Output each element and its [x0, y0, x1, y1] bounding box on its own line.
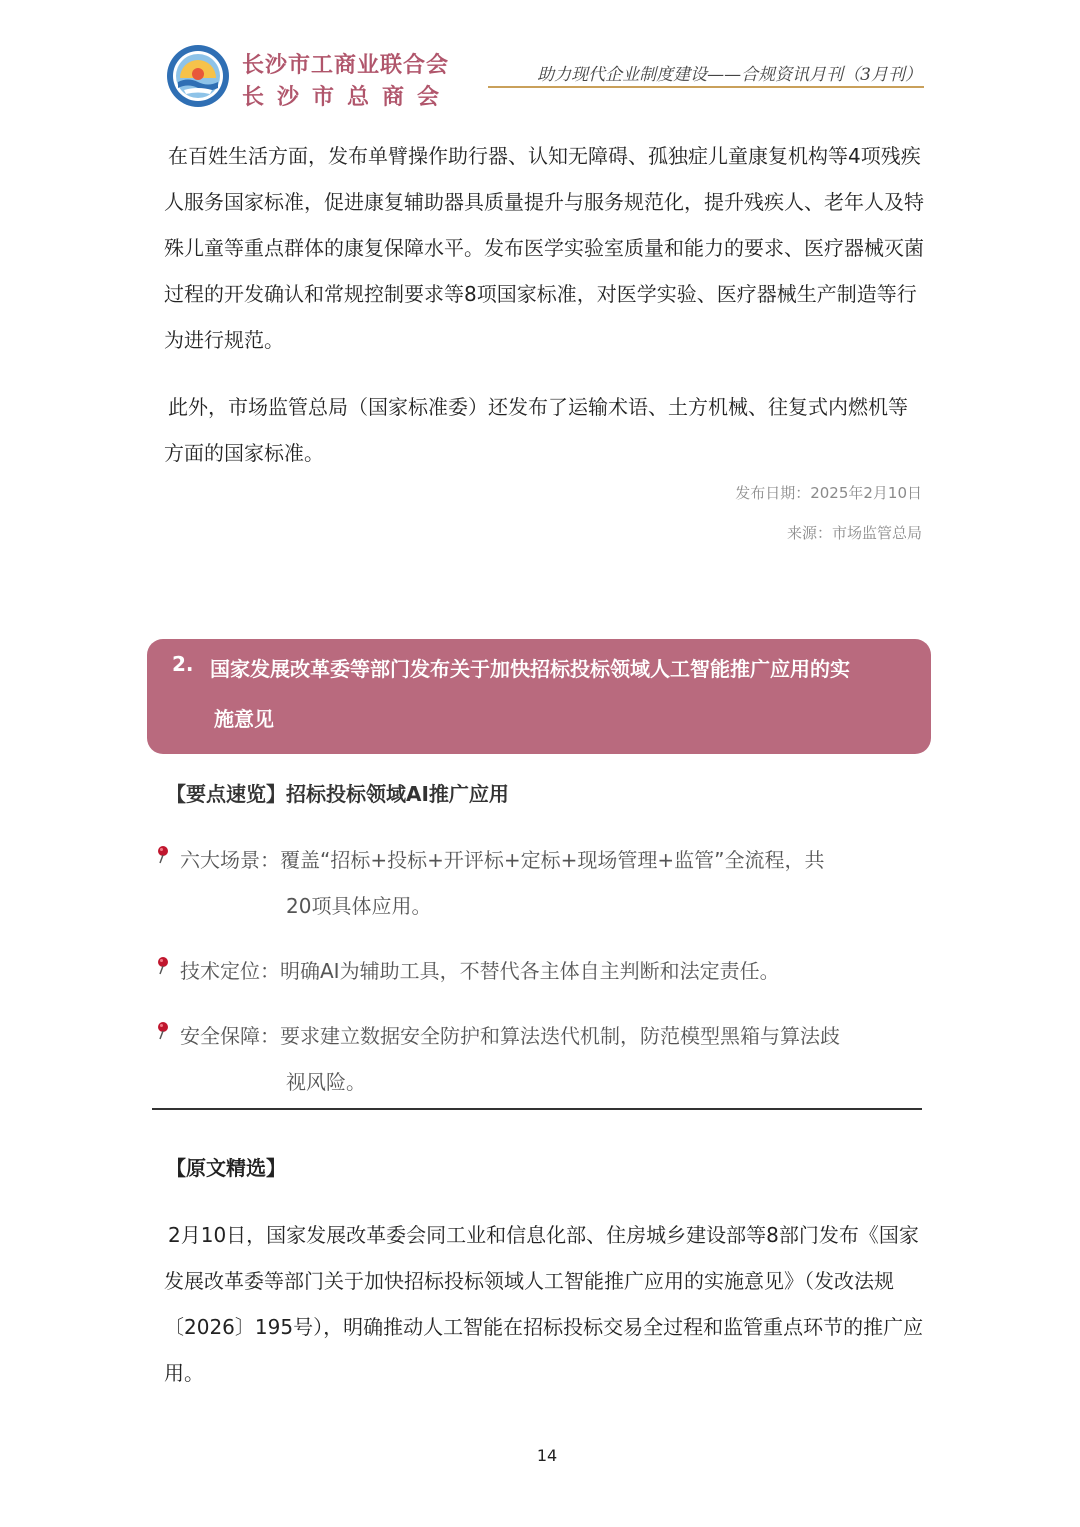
chamber-logo-icon [166, 44, 230, 108]
section-title-line2: 施意见 [214, 707, 274, 731]
original-text-paragraph: 2月10日，国家发展改革委会同工业和信息化部、住房城乡建设部等8部门发布《国家发展改革委等部门关于加快招标投标领域人工智能推广应用的实施意见》（发改法规〔2026〕195号），明确推动人工智能在招标投标交易全过程和监管重点环节的推广应用。 [164, 1223, 924, 1385]
bullet-item-security: 安全保障：要求建立数据安全防护和算法迭代机制，防范模型黑箱与算法歧 [180, 1024, 840, 1048]
article1-paragraph-2: 此外，市场监管总局（国家标准委）还发布了运输术语、土方机械、往复式内燃机等方面的国家标准。 [164, 395, 908, 465]
org-name-primary: 长沙市工商业联合会 [242, 53, 450, 78]
header-rule [488, 86, 924, 88]
pushpin-icon [156, 1021, 170, 1041]
org-name-secondary: 长沙市总商会 [242, 85, 453, 110]
publish-date: 发布日期：2025年2月10日 [735, 484, 922, 502]
page-number: 14 [536, 1446, 558, 1465]
pushpin-icon [156, 845, 170, 865]
section-title [210, 644, 918, 744]
source-label: 来源：市场监管总局 [786, 524, 922, 542]
section-divider [152, 1108, 922, 1110]
pushpin-icon [156, 956, 170, 976]
publication-tagline: 助力现代企业制度建设——合规资讯月刊（3月刊） [537, 65, 922, 85]
bullet-item-security-continued: 视风险。 [286, 1070, 366, 1094]
section-number: 2. [172, 652, 194, 676]
key-points-heading: 【要点速览】招标投标领域AI推广应用 [166, 782, 509, 806]
bullet-item-scenarios-continued: 20项具体应用。 [286, 894, 432, 918]
original-text-heading: 【原文精选】 [166, 1156, 286, 1180]
article1-paragraph-1: 在百姓生活方面，发布单臂操作助行器、认知无障碍、孤独症儿童康复机构等4项残疾人服务国家标准，促进康复辅助器具质量提升与服务规范化，提升残疾人、老年人及特殊儿童等重点群体的康复保障水平。发布医学实验室质量和能力的要求、医疗器械灭菌过程的开发确认和常规控制要求等8项国家标准，对医学实验、医疗器械生产制造等行为进行规范。 [164, 144, 924, 352]
bullet-item-positioning: 技术定位：明确AI为辅助工具，不替代各主体自主判断和法定责任。 [180, 959, 780, 983]
section-title-line1: 国家发展改革委等部门发布关于加快招标投标领域人工智能推广应用的实 [210, 657, 850, 681]
bullet-item-scenarios: 六大场景：覆盖“招标+投标+开评标+定标+现场管理+监管”全流程，共 [180, 848, 825, 872]
